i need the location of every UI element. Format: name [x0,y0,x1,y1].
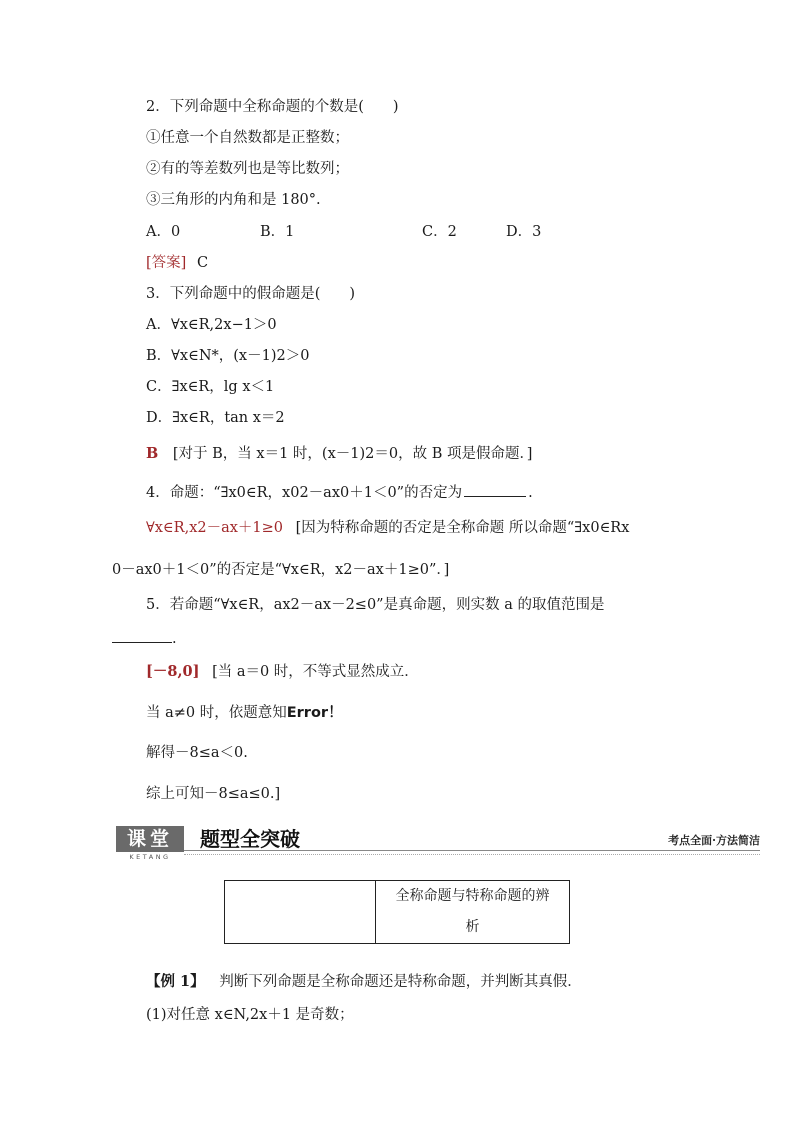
q3-option-d: D．∃x∈R，tan x＝2 [146,410,285,426]
example-label: 【例 1】 [146,973,205,990]
q3-option-b: B．∀x∈N*，(x－1)2＞0 [146,348,310,364]
q2-stem: 2．下列命题中全称命题的个数是( ) [146,99,399,115]
q2-statement-2: ②有的等差数列也是等比数列； [146,161,349,177]
example-text: 判断下列命题是全称命题还是特称命题，并判断其真假． [219,974,582,990]
q2-option-d: D．3 [506,224,542,240]
q5-line-4: 综上可知－8≤a≤0.] [146,786,281,802]
answer-text: ∀x∈R,x2－ax＋1≥0 [146,520,284,536]
topic-table [224,880,570,944]
q3-answer [146,444,532,464]
q3-option-a: A．∀x∈R,2x−1＞0 [146,317,277,333]
table-cell-empty [225,881,376,943]
q2-statement-1: ①任意一个自然数都是正整数； [146,130,349,146]
answer-value: C [196,255,209,271]
q3-stem: 3．下列命题中的假命题是( ) [146,286,356,302]
q5-line-2 [146,703,343,723]
example-1-item-1: (1)对任意 x∈N,2x＋1 是奇数； [146,1007,354,1023]
answer-label: [答案] [146,255,187,271]
banner-right-text: 考点全面·方法简洁 [668,834,760,847]
answer-explanation: [因为特称命题的否定是全称命题 所以命题“∃x0∈Rx [295,520,630,536]
q4-stem: 4．命题：“∃x0∈R，x02－ax0＋1＜0”的否定为 . [146,482,533,503]
q4-answer [146,518,629,538]
example-1-header [146,972,582,992]
topic-line-1: 全称命题与特称命题的辨 [395,888,550,904]
q2-answer [146,253,208,273]
q5-line-3: 解得－8≤a＜0. [146,745,248,761]
q4-stem-text: 4．命题：“∃x0∈R，x02－ax0＋1＜0”的否定为 [146,485,463,501]
q2-option-b: B．1 [260,224,295,240]
banner-title: 题型全突破 [200,827,300,851]
q2-statement-3: ③三角形的内角和是 180°. [146,192,321,208]
banner-subtitle: KETANG [129,853,171,861]
error-text: Error！ [286,705,343,721]
answer-range: [－8,0] [146,663,200,680]
banner-box: 课堂 [116,826,184,852]
answer-letter: B [146,445,159,462]
answer-explanation: [当 a＝0 时，不等式显然成立． [212,664,419,680]
q5-blank-line: . [112,628,177,649]
q4-answer-cont: 0－ax0＋1＜0”的否定是“∀x∈R，x2－ax＋1≥0”．] [112,562,450,578]
q2-option-c: C．2 [422,224,457,240]
section-banner [116,826,760,862]
topic-line-2: 析 [465,919,480,935]
q5-line-2-text: 当 a≠0 时，依题意知 [146,705,287,721]
answer-explanation: [对于 B，当 x＝1 时，(x－1)2＝0，故 B 项是假命题．] [172,446,533,462]
q2-option-a: A．0 [146,224,181,240]
answer-blank [464,482,526,497]
table-cell-topic [376,881,569,943]
q5-answer [146,662,419,682]
q3-option-c: C．∃x∈R，lg x＜1 [146,379,275,395]
q5-stem: 5．若命题“∀x∈R，ax2－ax－2≤0”是真命题，则实数 a 的取值范围是 [146,597,605,613]
answer-blank [112,628,172,643]
